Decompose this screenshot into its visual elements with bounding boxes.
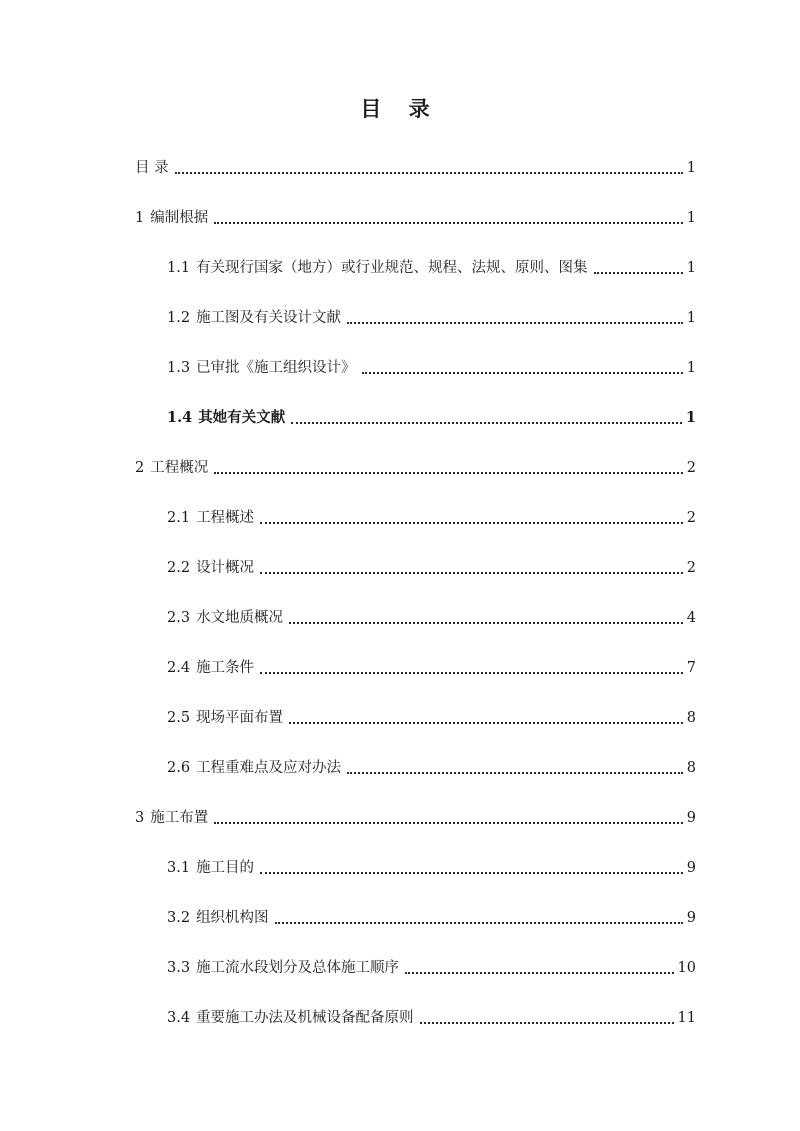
- toc-entry-text: 工程概述: [196, 510, 255, 526]
- toc-entry[interactable]: [167, 856, 696, 880]
- toc-entry-page-number: 11: [677, 1010, 696, 1026]
- toc-entry[interactable]: [167, 356, 696, 380]
- toc-entry-page-number: 7: [686, 660, 696, 676]
- toc-entry-page-number: 9: [686, 860, 696, 876]
- toc-dot-leader: [260, 871, 683, 874]
- toc-entry-page-number: 1: [686, 310, 696, 326]
- toc-dot-leader: [362, 371, 683, 374]
- toc-entry-page-number: 1: [685, 409, 696, 426]
- toc-dot-leader: [347, 321, 683, 324]
- toc-dot-leader: [291, 421, 682, 424]
- toc-entry-number: 2.2: [167, 560, 191, 576]
- toc-entry[interactable]: [135, 806, 696, 830]
- toc-entry-text: 施工流水段划分及总体施工顺序: [196, 960, 400, 976]
- toc-dot-leader: [260, 521, 683, 524]
- toc-entry-number: 2.3: [167, 610, 191, 626]
- toc-dot-leader: [214, 821, 683, 824]
- toc-entry-page-number: 9: [686, 910, 696, 926]
- toc-entry-number: 3.1: [167, 860, 191, 876]
- toc-entry-page-number: 4: [686, 610, 696, 626]
- toc-entry[interactable]: [167, 306, 696, 330]
- toc-entry-page-number: 1: [686, 210, 696, 226]
- toc-entry-number: 3.3: [167, 960, 191, 976]
- toc-dot-leader: [260, 671, 683, 674]
- toc-entry-text: 现场平面布置: [196, 710, 284, 726]
- toc-entry-page-number: 2: [686, 560, 696, 576]
- toc-dot-leader: [175, 171, 683, 174]
- toc-entry-text: 编制根据: [150, 210, 209, 226]
- toc-dot-leader: [275, 921, 683, 924]
- toc-title: 目 录: [360, 96, 440, 121]
- toc-entry-text: 施工条件: [196, 660, 255, 676]
- toc-dot-leader: [260, 571, 683, 574]
- toc-entry-text: 施工目的: [196, 860, 255, 876]
- toc-dot-leader: [405, 971, 673, 974]
- toc-entry-text: 有关现行国家（地方）或行业规范、规程、法规、原则、图集: [196, 260, 588, 276]
- toc-entry-page-number: 9: [686, 810, 696, 826]
- toc-entry[interactable]: [167, 706, 696, 730]
- toc-dot-leader: [347, 771, 683, 774]
- toc-entry-page-number: 10: [677, 960, 696, 976]
- toc-entry[interactable]: [135, 456, 696, 480]
- toc-entry[interactable]: [167, 956, 696, 980]
- toc-entry-text: 工程重难点及应对办法: [196, 760, 342, 776]
- toc-dot-leader: [214, 471, 683, 474]
- toc-entry-number: 2.5: [167, 710, 191, 726]
- toc-entry-page-number: 2: [686, 510, 696, 526]
- toc-entry[interactable]: [167, 556, 696, 580]
- toc-entry-page-number: 1: [686, 260, 696, 276]
- toc-entry[interactable]: [167, 406, 696, 430]
- toc-entry[interactable]: [167, 256, 696, 280]
- toc-entry-number: 2: [135, 460, 145, 476]
- toc-entry-page-number: 2: [686, 460, 696, 476]
- toc-entry-number: 2.6: [167, 760, 191, 776]
- toc-entry-number: 1.4: [167, 409, 193, 426]
- toc-entry-text: 重要施工办法及机械设备配备原则: [196, 1010, 414, 1026]
- toc-entry[interactable]: [135, 206, 696, 230]
- toc-dot-leader: [420, 1021, 674, 1024]
- toc-entry-number: 2.1: [167, 510, 191, 526]
- toc-entry-number: 2.4: [167, 660, 191, 676]
- toc-entry[interactable]: [167, 656, 696, 680]
- toc-entry-number: 1.2: [167, 310, 191, 326]
- toc-entry-text: 施工布置: [150, 810, 209, 826]
- toc-entry-page-number: 1: [686, 160, 696, 176]
- toc-entry-number: 3.2: [167, 910, 191, 926]
- toc-dot-leader: [289, 621, 683, 624]
- toc-dot-leader: [214, 221, 683, 224]
- toc-entry-page-number: 8: [686, 760, 696, 776]
- toc-entry[interactable]: [167, 506, 696, 530]
- toc-entry-text: 工程概况: [150, 460, 209, 476]
- toc-entry-number: 3: [135, 810, 145, 826]
- toc-entry-text: 目 录: [135, 160, 169, 176]
- toc-entry-page-number: 1: [686, 360, 696, 376]
- toc-entry-number: 1.3: [167, 360, 191, 376]
- toc-entry-text: 施工图及有关设计文献: [196, 310, 342, 326]
- toc-entry-text: 已审批《施工组织设计》: [196, 360, 356, 376]
- toc-entry-text: 组织机构图: [196, 910, 269, 926]
- toc-entry[interactable]: [135, 156, 696, 180]
- toc-entry-text: 设计概况: [196, 560, 255, 576]
- toc-dot-leader: [594, 271, 683, 274]
- toc-entry[interactable]: [167, 1006, 696, 1030]
- toc-entry[interactable]: [167, 906, 696, 930]
- toc-entry-page-number: 8: [686, 710, 696, 726]
- toc-entry-number: 1: [135, 210, 145, 226]
- toc-entry-text: 其她有关文献: [198, 409, 286, 426]
- toc-entry[interactable]: [167, 756, 696, 780]
- toc-entry-number: 3.4: [167, 1010, 191, 1026]
- toc-entry-number: 1.1: [167, 260, 191, 276]
- toc-dot-leader: [289, 721, 683, 724]
- toc-entry[interactable]: [167, 606, 696, 630]
- toc-entry-text: 水文地质概况: [196, 610, 284, 626]
